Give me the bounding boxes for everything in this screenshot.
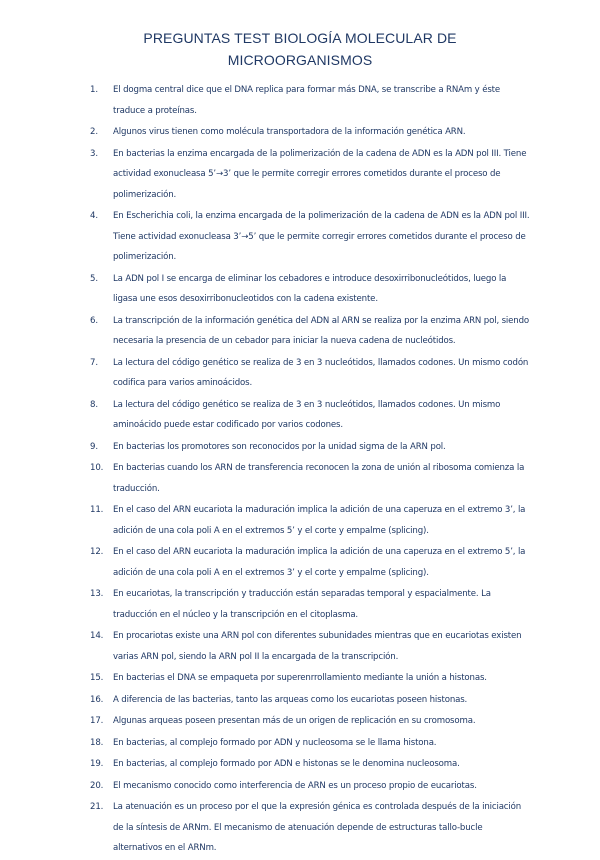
question-item: [90, 311, 530, 352]
question-text: En el caso del ARN eucariota la maduración implica la adición de una caperuza en el extremo 3’, la adición de una cola poli A en el extremos 5’ y el corte y empalme (splicing).: [113, 505, 526, 536]
question-number: 1.: [90, 85, 98, 95]
question-number: 3.: [90, 148, 98, 159]
question-text: En Escherichia coli, la enzima encargada de la polimerización de la cadena de ADN es la ADN pol III. Tiene actividad exonucleasa 3’→5’ que le permite corregir errores cometidos durante el proceso de polimerización.: [113, 211, 530, 262]
question-text: A diferencia de las bacterias, tanto las arqueas como los eucariotas poseen histonas.: [113, 694, 468, 705]
question-number: 19.: [90, 759, 104, 769]
question-item: [90, 206, 530, 268]
question-number: 11.: [90, 505, 104, 515]
question-number: 10.: [90, 463, 104, 473]
question-text: En eucariotas, la transcripción y traducción están separadas temporal y espacialmente. La traducción en el núcleo y la transcripción en el citoplasma.: [113, 589, 491, 620]
question-text: En bacterias los promotores son reconocidos por la unidad sigma de la ARN pol.: [113, 441, 446, 452]
question-number: 9.: [90, 441, 98, 452]
question-number: 6.: [90, 315, 98, 326]
question-text: En el caso del ARN eucariota la maduración implica la adición de una caperuza en el extremo 5’, la adición de una cola poli A en el extremos 3’ y el corte y empalme (splicing).: [113, 547, 526, 578]
question-text: La atenuación es un proceso por el que la expresión génica es controlada después de la iniciación de la síntesis de ARNm. El mecanismo de atenuación depende de estructuras tallo-bucle alternativos en el ARNm.: [113, 802, 522, 853]
question-item: [90, 711, 530, 732]
question-number: 13.: [90, 589, 104, 599]
question-item: [90, 733, 530, 754]
question-number: 16.: [90, 694, 104, 705]
question-text: La lectura del código genético se realiza de 3 en 3 nucleótidos, llamados codones. Un mismo codón codifica para varios aminoácidos.: [113, 357, 529, 388]
question-number: 14.: [90, 631, 104, 641]
question-number: 5.: [90, 273, 98, 284]
question-item: [90, 754, 530, 775]
question-item: [90, 395, 530, 436]
question-number: 2.: [90, 127, 98, 137]
question-number: 18.: [90, 737, 104, 748]
question-item: [90, 144, 530, 206]
question-number: 21.: [90, 802, 104, 812]
question-number: 7.: [90, 357, 98, 368]
question-text: En bacterias la enzima encargada de la polimerización de la cadena de ADN es la ADN pol III. Tiene actividad exonucleasa 5’→3’ que le permite corregir errores cometidos durante el proceso de polimerización.: [113, 148, 527, 200]
question-item: [90, 668, 530, 689]
question-number: 15.: [90, 673, 104, 683]
question-text: En bacterias el DNA se empaqueta por superenrrollamiento mediante la unión a histonas.: [113, 673, 487, 683]
question-item: [90, 80, 530, 121]
question-text: La ADN pol I se encarga de eliminar los cebadores e introduce desoxirribonucleótidos, luego la ligasa une esos desoxirribonucleotidos con la cadena existente.: [113, 273, 507, 304]
title-line-2: MICROORGANISMOS: [227, 52, 373, 68]
question-text: Algunos virus tienen como molécula transportadora de la información genética ARN.: [113, 127, 466, 137]
question-number: 4.: [90, 211, 98, 221]
question-item: [90, 437, 530, 458]
question-item: [90, 542, 530, 583]
question-text: En bacterias, al complejo formado por ADN y nucleosoma se le llama histona.: [113, 737, 437, 748]
question-list: [90, 80, 530, 860]
page-title: [60, 27, 540, 71]
question-text: La transcripción de la información genética del ADN al ARN se realiza por la enzima ARN pol, siendo necesaria la presencia de un cebador para iniciar la nueva cadena de nucleótidos.: [113, 315, 530, 346]
question-text: La lectura del código genético se realiza de 3 en 3 nucleótidos, llamados codones. Un mismo aminoácido puede estar codificado por varios codones.: [113, 399, 501, 430]
title-line-1: PREGUNTAS TEST BIOLOGÍA MOLECULAR DE: [143, 30, 457, 46]
question-text: En bacterias, al complejo formado por ADN e histonas se le denomina nucleosoma.: [113, 759, 460, 769]
question-number: 8.: [90, 399, 98, 410]
question-number: 17.: [90, 716, 104, 726]
question-text: Algunas arqueas poseen presentan más de un origen de replicación en su cromosoma.: [113, 716, 476, 726]
question-item: [90, 458, 530, 499]
question-item: [90, 122, 530, 143]
question-item: [90, 353, 530, 394]
question-text: En procariotas existe una ARN pol con diferentes subunidades mientras que en eucariotas existen varias ARN pol, siendo la ARN pol II la encargada de la transcripción.: [113, 631, 522, 662]
question-text: El mecanismo conocido como interferencia de ARN es un proceso propio de eucariotas.: [113, 780, 477, 791]
question-number: 12.: [90, 547, 104, 557]
question-item: [90, 269, 530, 310]
question-text: El dogma central dice que el DNA replica para formar más DNA, se transcribe a RNAm y éste traduce a proteínas.: [113, 85, 501, 116]
question-item: [90, 584, 530, 625]
question-item: [90, 626, 530, 667]
question-item: [90, 776, 530, 797]
question-text: En bacterias cuando los ARN de transferencia reconocen la zona de unión al ribosoma comienza la traducción.: [113, 463, 525, 494]
question-item: [90, 690, 530, 711]
question-item: [90, 797, 530, 859]
question-item: [90, 500, 530, 541]
question-number: 20.: [90, 780, 104, 791]
